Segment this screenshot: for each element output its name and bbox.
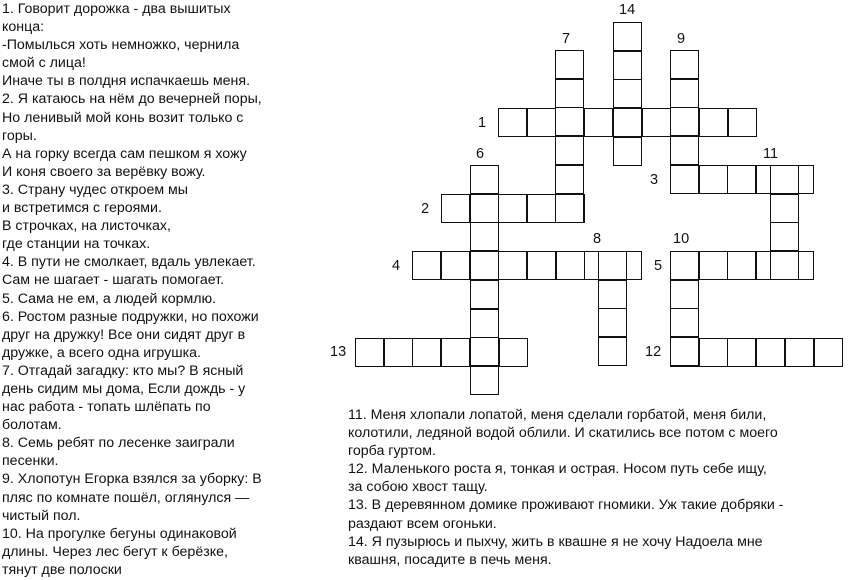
crossword-cell[interactable]	[470, 251, 499, 280]
clue-line: где станции на точках.	[2, 236, 151, 253]
crossword-cell[interactable]	[728, 108, 757, 137]
crossword-cell[interactable]	[412, 338, 441, 367]
crossword-cell[interactable]	[699, 165, 728, 194]
crossword-cell[interactable]	[670, 50, 699, 79]
clue-line: Но ленивый мой конь возит только с	[2, 109, 244, 126]
clue-line: горба гуртом.	[348, 443, 436, 460]
crossword-cell[interactable]	[498, 251, 527, 280]
clue-line: друг на дружку! Все они сидят друг в	[2, 326, 246, 343]
crossword-cell[interactable]	[412, 251, 441, 280]
crossword-cell[interactable]	[598, 280, 627, 309]
clue-number: 5	[654, 258, 663, 274]
crossword-cell[interactable]	[470, 165, 499, 194]
clue-line: смой с лица!	[2, 55, 86, 72]
crossword-cell[interactable]	[470, 280, 499, 309]
clue-line: 10. На прогулке бегуны одинаковой	[2, 525, 237, 542]
crossword-cell[interactable]	[770, 194, 799, 223]
clue-line: 9. Хлопотун Егорка взялся за уборку: В	[2, 471, 262, 488]
clue-line: И коня своего за верёвку вожу.	[2, 163, 206, 180]
crossword-cell[interactable]	[499, 338, 528, 367]
clue-number: 2	[421, 201, 430, 217]
crossword-cell[interactable]	[470, 194, 499, 223]
clue-number: 8	[593, 231, 602, 247]
crossword-cell[interactable]	[470, 366, 499, 395]
clue-line: А на горку всегда сам пешком я хожу	[2, 145, 247, 162]
clue-number: 14	[619, 2, 636, 18]
crossword-cell[interactable]	[670, 280, 699, 309]
crossword-cell[interactable]	[598, 251, 627, 280]
crossword-cell[interactable]	[384, 338, 413, 367]
clue-line: и встретимся с героями.	[2, 200, 162, 217]
crossword-cell[interactable]	[527, 194, 556, 223]
crossword-cell[interactable]	[670, 165, 699, 194]
clue-number: 12	[645, 344, 662, 360]
clue-number: 9	[677, 31, 686, 47]
clue-line: конца:	[2, 19, 45, 36]
clue-line: Иначе ты в полдня испачкаешь меня.	[2, 73, 251, 90]
clue-line: 6. Ростом разные подружки, но похожи	[2, 308, 259, 325]
clue-line: 11. Меня хлопали лопатой, меня сделали горбатой, меня били,	[348, 407, 767, 423]
clue-number: 3	[650, 172, 659, 188]
crossword-cell[interactable]	[727, 251, 756, 280]
crossword-cell[interactable]	[441, 194, 470, 223]
crossword-cell[interactable]	[555, 107, 584, 136]
clue-line: 8. Семь ребят по лесенке заиграли	[2, 435, 235, 452]
clue-line: Сам не шагает - шагать помогает.	[2, 272, 225, 289]
crossword-cell[interactable]	[441, 251, 470, 280]
clue-line: тянут две полоски	[2, 561, 122, 578]
crossword-cell[interactable]	[556, 251, 585, 280]
clue-number: 10	[673, 231, 690, 247]
crossword-cell[interactable]	[727, 338, 756, 367]
clue-line: 1. Говорит дорожка - два вышитых	[2, 1, 231, 17]
clue-line: колотили, ледяной водой облили. И скатились все потом с моего	[348, 425, 778, 442]
crossword-cell[interactable]	[613, 79, 642, 108]
crossword-cell[interactable]	[498, 108, 527, 137]
clue-number: 1	[478, 115, 487, 131]
clue-line: длины. Через лес бегут к берёзке,	[2, 543, 228, 560]
clue-line: 3. Страну чудес откроем мы	[2, 181, 188, 198]
crossword-cell[interactable]	[670, 136, 699, 165]
crossword-cell[interactable]	[555, 79, 584, 108]
clue-line: чистый пол.	[2, 507, 81, 524]
crossword-cell[interactable]	[498, 194, 527, 223]
crossword-cell[interactable]	[470, 309, 499, 338]
crossword-cell[interactable]	[670, 337, 699, 366]
crossword-cell[interactable]	[670, 308, 699, 337]
clue-line: за собою хвост тащу.	[348, 479, 488, 496]
clue-number: 6	[476, 146, 485, 162]
clue-line: песенки.	[2, 453, 59, 470]
crossword-cell[interactable]	[770, 251, 799, 280]
crossword-cell[interactable]	[785, 338, 814, 367]
crossword-cell[interactable]	[613, 108, 642, 137]
clue-line: горы.	[2, 127, 37, 144]
crossword-cell[interactable]	[470, 222, 499, 251]
crossword-cell[interactable]	[670, 251, 699, 280]
clue-number: 4	[392, 258, 401, 274]
clue-line: 4. В пути не смолкает, вдаль увлекает.	[2, 254, 256, 271]
crossword-cell[interactable]	[699, 108, 728, 137]
crossword-cell[interactable]	[555, 136, 584, 165]
clue-line: 5. Сама не ем, а людей кормлю.	[2, 290, 217, 307]
crossword-cell[interactable]	[642, 108, 671, 137]
crossword-cell[interactable]	[527, 108, 556, 137]
crossword-cell[interactable]	[727, 165, 756, 194]
clue-line: 14. Я пузырюсь и пыхчу, жить в квашне я не хочу Надоела мне	[348, 533, 763, 550]
clue-number: 13	[330, 344, 347, 360]
crossword-cell[interactable]	[670, 79, 699, 108]
crossword-cell[interactable]	[770, 222, 799, 251]
crossword-cell[interactable]	[814, 338, 843, 367]
clue-line: В строчках, на листочках,	[2, 218, 171, 235]
crossword-cell[interactable]	[598, 308, 627, 337]
crossword-cell[interactable]	[670, 107, 699, 136]
clue-line: раздают всем огоньки.	[348, 515, 497, 532]
crossword-cell[interactable]	[613, 22, 642, 51]
clue-line: 12. Маленького роста я, тонкая и острая. Носом путь себе ищу,	[348, 461, 767, 478]
crossword-cell[interactable]	[441, 338, 470, 367]
clue-line: квашня, посадите в печь меня.	[348, 551, 552, 568]
crossword-cell[interactable]	[555, 165, 584, 194]
crossword-cell[interactable]	[598, 337, 627, 366]
crossword-cell[interactable]	[555, 50, 584, 79]
clue-line: 2. Я катаюсь на нём до вечерней поры,	[2, 91, 262, 108]
clue-number: 11	[763, 146, 779, 162]
crossword-cell[interactable]	[555, 194, 584, 223]
crossword-cell[interactable]	[527, 251, 556, 280]
clue-line: 7. Отгадай загадку: кто мы? В ясный	[2, 362, 244, 379]
crossword-cell[interactable]	[699, 251, 728, 280]
crossword-cell[interactable]	[613, 51, 642, 80]
crossword-cell[interactable]	[470, 337, 499, 366]
crossword-cell[interactable]	[699, 338, 728, 367]
clue-line: болотам.	[2, 417, 62, 434]
clue-line: дружке, а всего одна игрушка.	[2, 344, 201, 361]
clue-line: пляс по комнате пошёл, оглянулся —	[2, 489, 250, 506]
crossword-cell[interactable]	[613, 137, 642, 166]
crossword-cell[interactable]	[355, 338, 384, 367]
crossword-cell[interactable]	[770, 165, 799, 194]
clue-line: 13. В деревянном домике проживают гномики. Уж такие добряки -	[348, 497, 784, 514]
clue-line: нас работа - топать шлёпать по	[2, 399, 211, 416]
crossword-cell[interactable]	[584, 108, 613, 137]
crossword-cell[interactable]	[756, 338, 785, 367]
clue-line: день сидим мы дома, Если дождь - у	[2, 380, 246, 397]
clue-number: 7	[562, 31, 571, 47]
clue-line: -Помылься хоть немножко, чернила	[2, 37, 240, 54]
